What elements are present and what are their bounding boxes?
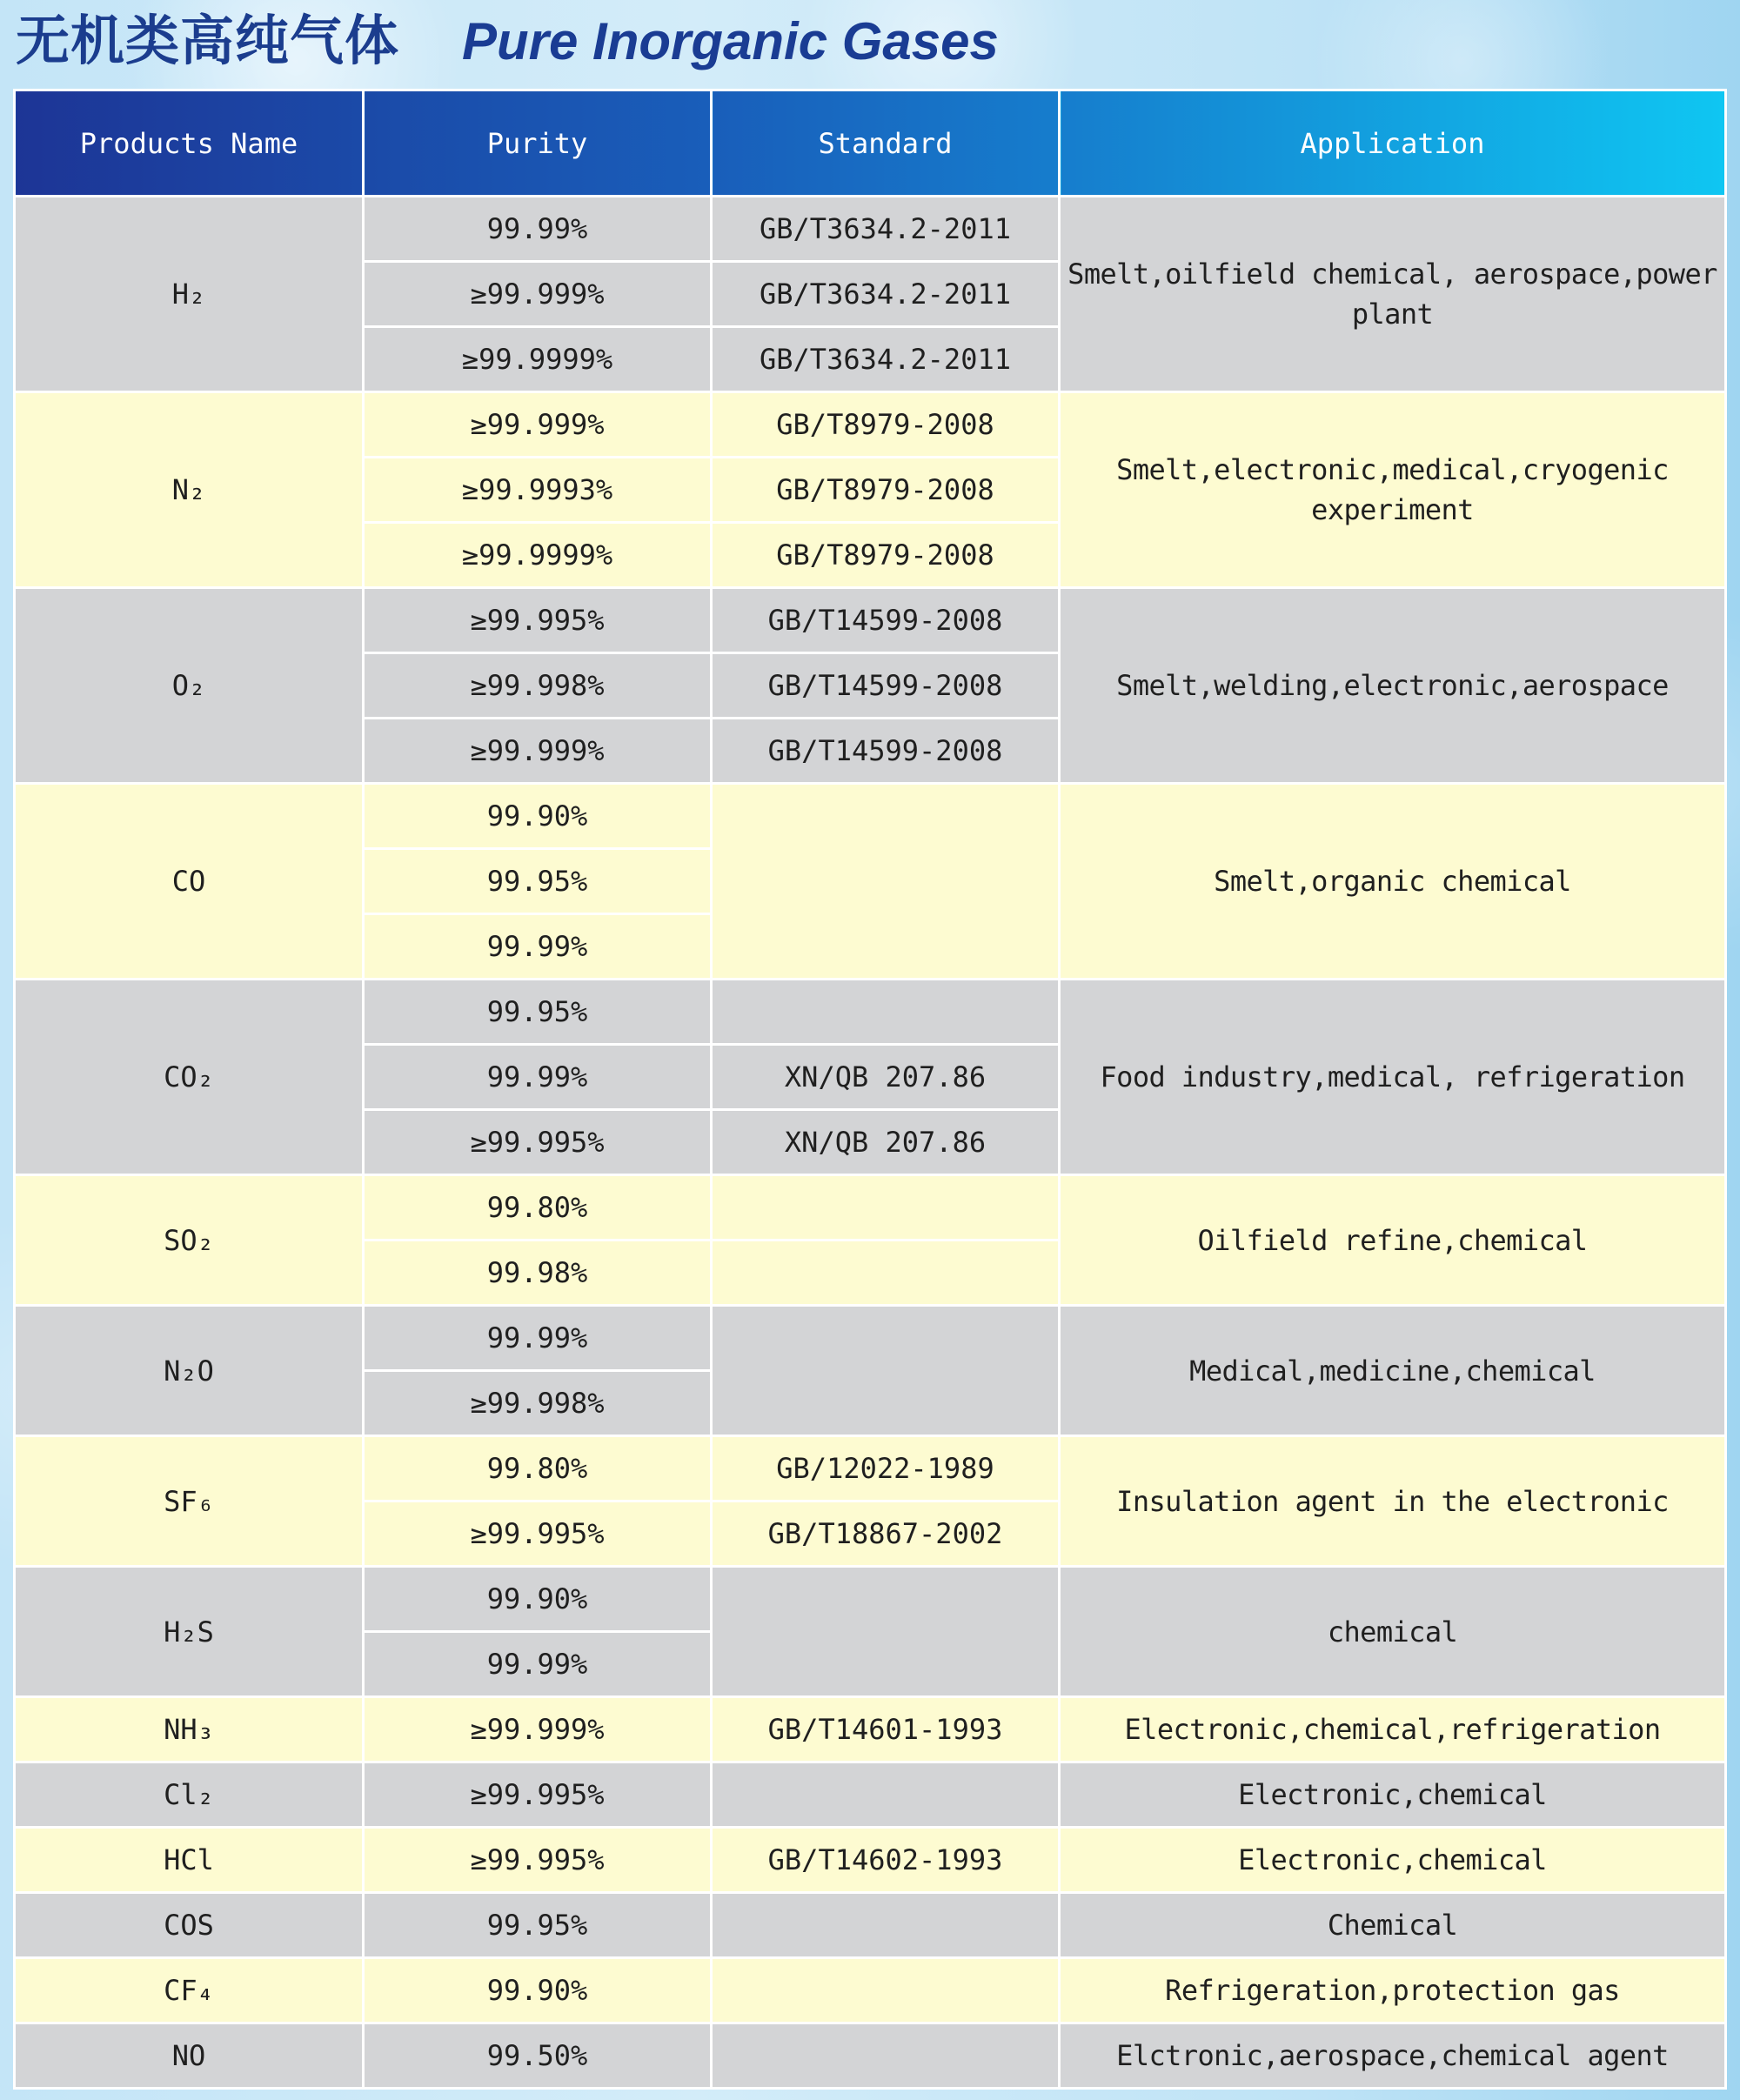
product-cell: CO [15, 784, 364, 980]
standard-cell: GB/12022-1989 [712, 1436, 1060, 1501]
product-cell: SO₂ [15, 1175, 364, 1306]
purity-cell: ≥99.995% [364, 1110, 712, 1175]
standard-cell: GB/T8979-2008 [712, 392, 1060, 458]
standard-cell: GB/T14601-1993 [712, 1697, 1060, 1762]
purity-cell: 99.95% [364, 849, 712, 914]
purity-cell: 99.99% [364, 1632, 712, 1697]
product-cell: SF₆ [15, 1436, 364, 1567]
standard-cell: GB/T3634.2-2011 [712, 262, 1060, 327]
purity-cell: 99.90% [364, 1958, 712, 2023]
product-cell: HCl [15, 1828, 364, 1893]
application-cell: Food industry,medical, refrigeration [1060, 980, 1726, 1175]
application-cell: Electronic,chemical,refrigeration [1060, 1697, 1726, 1762]
application-cell: Smelt,organic chemical [1060, 784, 1726, 980]
product-cell: N₂ [15, 392, 364, 588]
standard-cell: GB/T8979-2008 [712, 523, 1060, 588]
standard-cell-empty [712, 1175, 1060, 1241]
purity-cell: 99.80% [364, 1436, 712, 1501]
header-products-name: Products Name [15, 90, 364, 197]
table-row [15, 784, 1726, 849]
product-cell: CF₄ [15, 1958, 364, 2023]
standard-cell-empty [712, 980, 1060, 1045]
standard-cell: GB/T14602-1993 [712, 1828, 1060, 1893]
gases-table [13, 89, 1727, 2090]
application-cell: Smelt,electronic,medical,cryogenic experiment [1060, 392, 1726, 588]
standard-cell: GB/T8979-2008 [712, 458, 1060, 523]
table-row [15, 1436, 1726, 1501]
product-cell: Cl₂ [15, 1762, 364, 1828]
standard-cell-empty [712, 1958, 1060, 2023]
purity-cell: ≥99.9993% [364, 458, 712, 523]
table-row [15, 1697, 1726, 1762]
application-cell: Medical,medicine,chemical [1060, 1306, 1726, 1436]
purity-cell: 99.50% [364, 2023, 712, 2089]
purity-cell: ≥99.995% [364, 588, 712, 653]
table-row [15, 1306, 1726, 1371]
header-standard: Standard [712, 90, 1060, 197]
purity-cell: 99.99% [364, 1045, 712, 1110]
purity-cell: ≥99.999% [364, 262, 712, 327]
header-row [15, 90, 1726, 197]
table-row [15, 1175, 1726, 1241]
product-cell: H₂ [15, 197, 364, 392]
table-row [15, 1958, 1726, 2023]
product-cell: CO₂ [15, 980, 364, 1175]
purity-cell: ≥99.998% [364, 1371, 712, 1436]
product-cell: H₂S [15, 1567, 364, 1697]
purity-cell: ≥99.999% [364, 1697, 712, 1762]
standard-cell-empty [712, 1306, 1060, 1436]
application-cell: Elctronic,aerospace,chemical agent [1060, 2023, 1726, 2089]
purity-cell: ≥99.995% [364, 1501, 712, 1567]
purity-cell: ≥99.9999% [364, 523, 712, 588]
page-title-en: Pure Inorganic Gases [462, 12, 999, 70]
standard-cell: GB/T14599-2008 [712, 653, 1060, 719]
purity-cell: 99.80% [364, 1175, 712, 1241]
table-row [15, 1762, 1726, 1828]
table-row [15, 2023, 1726, 2089]
purity-cell: ≥99.999% [364, 719, 712, 784]
application-cell: chemical [1060, 1567, 1726, 1697]
standard-cell-empty [712, 1762, 1060, 1828]
product-cell: NO [15, 2023, 364, 2089]
purity-cell: ≥99.995% [364, 1762, 712, 1828]
purity-cell: 99.99% [364, 1306, 712, 1371]
purity-cell: 99.98% [364, 1241, 712, 1306]
table-row [15, 1828, 1726, 1893]
standard-cell-empty [712, 784, 1060, 980]
purity-cell: ≥99.999% [364, 392, 712, 458]
product-cell: NH₃ [15, 1697, 364, 1762]
purity-cell: 99.90% [364, 784, 712, 849]
standard-cell-empty [712, 1241, 1060, 1306]
table-row [15, 1567, 1726, 1632]
application-cell: Refrigeration,protection gas [1060, 1958, 1726, 2023]
standard-cell: XN/QB 207.86 [712, 1045, 1060, 1110]
purity-cell: 99.99% [364, 914, 712, 980]
page-title-zh: 无机类高纯气体 [16, 9, 400, 72]
application-cell: Electronic,chemical [1060, 1762, 1726, 1828]
standard-cell: GB/T3634.2-2011 [712, 197, 1060, 262]
standard-cell: GB/T3634.2-2011 [712, 327, 1060, 392]
table-row [15, 1893, 1726, 1958]
standard-cell: XN/QB 207.86 [712, 1110, 1060, 1175]
standard-cell-empty [712, 2023, 1060, 2089]
application-cell: Chemical [1060, 1893, 1726, 1958]
standard-cell: GB/T18867-2002 [712, 1501, 1060, 1567]
purity-cell: ≥99.995% [364, 1828, 712, 1893]
standard-cell-empty [712, 1567, 1060, 1697]
standard-cell: GB/T14599-2008 [712, 719, 1060, 784]
standard-cell-empty [712, 1893, 1060, 1958]
purity-cell: ≥99.998% [364, 653, 712, 719]
product-cell: COS [15, 1893, 364, 1958]
purity-cell: ≥99.9999% [364, 327, 712, 392]
standard-cell: GB/T14599-2008 [712, 588, 1060, 653]
product-cell: N₂O [15, 1306, 364, 1436]
header-purity: Purity [364, 90, 712, 197]
header-application: Application [1060, 90, 1726, 197]
purity-cell: 99.95% [364, 980, 712, 1045]
table-row [15, 588, 1726, 653]
application-cell: Oilfield refine,chemical [1060, 1175, 1726, 1306]
table-row [15, 980, 1726, 1045]
purity-cell: 99.90% [364, 1567, 712, 1632]
application-cell: Smelt,welding,electronic,aerospace [1060, 588, 1726, 784]
application-cell: Insulation agent in the electronic [1060, 1436, 1726, 1567]
purity-cell: 99.99% [364, 197, 712, 262]
application-cell: Electronic,chemical [1060, 1828, 1726, 1893]
table-row [15, 392, 1726, 458]
application-cell: Smelt,oilfield chemical, aerospace,power plant [1060, 197, 1726, 392]
table-row [15, 197, 1726, 262]
purity-cell: 99.95% [364, 1893, 712, 1958]
product-cell: O₂ [15, 588, 364, 784]
